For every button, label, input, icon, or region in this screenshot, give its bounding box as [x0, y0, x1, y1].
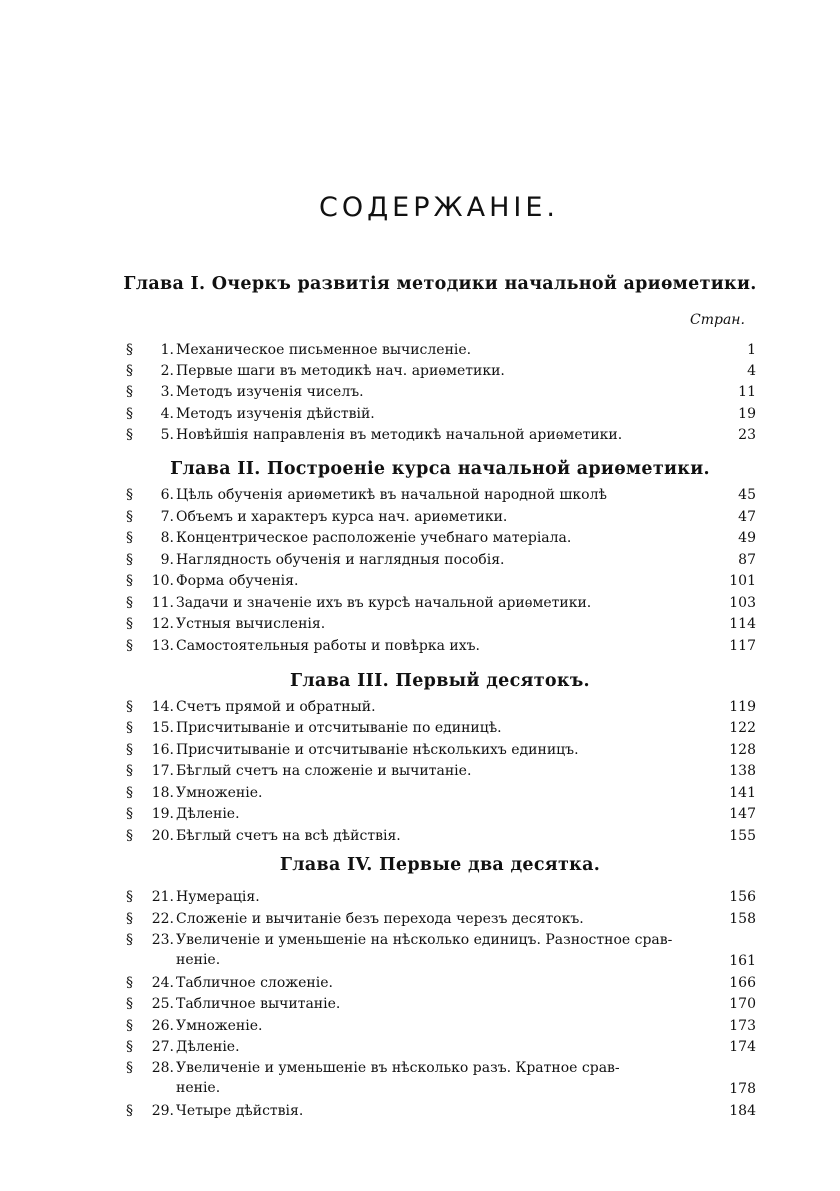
entry-title-continued: неніе.: [176, 952, 221, 968]
section-marker: [126, 614, 174, 634]
entry-title: Методъ изученія дѣйствій.: [176, 406, 375, 422]
section-symbol: §: [126, 509, 133, 525]
entry-page-number: 138: [729, 763, 756, 779]
section-number: 11.: [151, 595, 174, 611]
section-number: 16.: [151, 742, 174, 758]
section-marker: [126, 382, 174, 402]
entry-page-number: 170: [729, 996, 756, 1012]
section-number: 15.: [151, 720, 174, 736]
section-number: 25.: [151, 996, 174, 1012]
section-symbol: §: [126, 595, 133, 611]
entry-title: Дѣленіе.: [176, 1039, 240, 1055]
section-symbol: §: [126, 720, 133, 736]
entry-title: Дѣленіе.: [176, 806, 240, 822]
entry-title: Бѣглый счетъ на сложеніе и вычитаніе.: [176, 763, 472, 779]
section-marker: [126, 930, 174, 950]
entry-title: Нумерація.: [176, 889, 260, 905]
section-number: 18.: [151, 785, 174, 801]
section-symbol: §: [126, 363, 133, 379]
entry-page-number: 128: [729, 742, 756, 758]
section-number: 28.: [151, 1060, 174, 1076]
section-symbol: §: [126, 699, 133, 715]
entry-title: Табличное вычитаніе.: [176, 996, 341, 1012]
entry-page-number: 101: [729, 573, 756, 589]
section-number: 1.: [160, 342, 174, 358]
chapter-heading: Глава I. Очеркъ развитія методики начальной ариѳметики.: [123, 274, 757, 294]
section-symbol: §: [126, 573, 133, 589]
entry-page-number: 155: [729, 828, 756, 844]
entry-title: Умноженіе.: [176, 1018, 263, 1034]
section-symbol: §: [126, 975, 133, 991]
section-marker: [126, 528, 174, 548]
section-marker: [126, 425, 174, 445]
entry-page-number: 141: [729, 785, 756, 801]
section-symbol: §: [126, 785, 133, 801]
section-number: 23.: [151, 932, 174, 948]
section-symbol: §: [126, 806, 133, 822]
section-marker: [126, 507, 174, 527]
entry-page-number: 19: [738, 406, 756, 422]
section-symbol: §: [126, 487, 133, 503]
section-marker: [126, 485, 174, 505]
section-number: 8.: [160, 530, 174, 546]
entry-title: Объемъ и характеръ курса нач. ариѳметики.: [176, 509, 508, 525]
entry-title: Табличное сложеніе.: [176, 975, 333, 991]
section-number: 5.: [160, 427, 174, 443]
entry-title: Задачи и значеніе ихъ въ курсѣ начальной ариѳметики.: [176, 595, 592, 611]
section-symbol: §: [126, 616, 133, 632]
page-column-label: Стран.: [690, 312, 745, 328]
entry-title: Увеличеніе и уменьшеніе на нѣсколько единицъ. Разностное срав-: [176, 932, 673, 948]
section-number: 29.: [151, 1103, 174, 1119]
entry-page-number: 119: [729, 699, 756, 715]
entry-title: Концентрическое расположеніе учебнаго матеріала.: [176, 530, 572, 546]
section-number: 12.: [151, 616, 174, 632]
section-symbol: §: [126, 427, 133, 443]
section-marker: [126, 636, 174, 656]
section-number: 21.: [151, 889, 174, 905]
chapter-heading: Глава III. Первый десятокъ.: [290, 671, 590, 691]
entry-title: Умноженіе.: [176, 785, 263, 801]
section-symbol: §: [126, 932, 133, 948]
section-marker: [126, 994, 174, 1014]
section-marker: [126, 361, 174, 381]
entry-page-number: 49: [738, 530, 756, 546]
entry-page-number: 173: [729, 1018, 756, 1034]
entry-title: Счетъ прямой и обратный.: [176, 699, 376, 715]
section-number: 19.: [151, 806, 174, 822]
section-symbol: §: [126, 638, 133, 654]
entry-page-number: 87: [738, 552, 756, 568]
section-symbol: §: [126, 342, 133, 358]
section-number: 24.: [151, 975, 174, 991]
entry-page-number: 114: [729, 616, 756, 632]
section-number: 13.: [151, 638, 174, 654]
entry-title: Присчитываніе и отсчитываніе по единицѣ.: [176, 720, 502, 736]
section-marker: [126, 740, 174, 760]
entry-page-number: 178: [729, 1081, 756, 1097]
section-marker: [126, 973, 174, 993]
section-marker: [126, 761, 174, 781]
section-marker: [126, 340, 174, 360]
section-marker: [126, 1058, 174, 1078]
section-marker: [126, 909, 174, 929]
section-symbol: §: [126, 742, 133, 758]
section-marker: [126, 571, 174, 591]
entry-page-number: 166: [729, 975, 756, 991]
section-number: 20.: [151, 828, 174, 844]
chapter-heading: Глава II. Построеніе курса начальной ариѳметики.: [170, 459, 710, 479]
entry-title: Четыре дѣйствія.: [176, 1103, 304, 1119]
section-number: 22.: [151, 911, 174, 927]
entry-title: Первые шаги въ методикѣ нач. ариѳметики.: [176, 363, 505, 379]
section-marker: [126, 593, 174, 613]
section-marker: [126, 718, 174, 738]
entry-page-number: 4: [747, 363, 756, 379]
section-marker: [126, 804, 174, 824]
section-symbol: §: [126, 996, 133, 1012]
section-symbol: §: [126, 1039, 133, 1055]
entry-page-number: 147: [729, 806, 756, 822]
entry-title: Присчитываніе и отсчитываніе нѣсколькихъ единицъ.: [176, 742, 579, 758]
page-title: СОДЕРЖАНІЕ.: [318, 192, 559, 223]
entry-title: Цѣль обученія ариѳметикѣ въ начальной народной школѣ: [176, 487, 607, 503]
entry-title: Методъ изученія чиселъ.: [176, 384, 364, 400]
section-number: 7.: [160, 509, 174, 525]
section-number: 14.: [151, 699, 174, 715]
entry-page-number: 156: [729, 889, 756, 905]
section-marker: [126, 1101, 174, 1121]
entry-page-number: 1: [747, 342, 756, 358]
section-marker: [126, 550, 174, 570]
section-number: 4.: [160, 406, 174, 422]
entry-page-number: 161: [729, 953, 756, 969]
entry-page-number: 11: [738, 384, 756, 400]
section-symbol: §: [126, 889, 133, 905]
entry-title: Устныя вычисленія.: [176, 616, 326, 632]
entry-page-number: 174: [729, 1039, 756, 1055]
section-marker: [126, 887, 174, 907]
section-symbol: §: [126, 1060, 133, 1076]
section-number: 26.: [151, 1018, 174, 1034]
section-number: 2.: [160, 363, 174, 379]
chapter-heading: Глава IV. Первые два десятка.: [279, 855, 601, 875]
entry-title: Механическое письменное вычисленіе.: [176, 342, 472, 358]
entry-title: Наглядность обученія и наглядныя пособія.: [176, 552, 505, 568]
section-symbol: §: [126, 552, 133, 568]
entry-page-number: 47: [738, 509, 756, 525]
entry-title: Форма обученія.: [176, 573, 299, 589]
entry-page-number: 45: [738, 487, 756, 503]
entry-page-number: 23: [738, 427, 756, 443]
entry-page-number: 158: [729, 911, 756, 927]
section-marker: [126, 826, 174, 846]
section-number: 3.: [160, 384, 174, 400]
section-marker: [126, 1016, 174, 1036]
entry-page-number: 122: [729, 720, 756, 736]
section-symbol: §: [126, 406, 133, 422]
section-number: 9.: [160, 552, 174, 568]
section-symbol: §: [126, 530, 133, 546]
entry-title-continued: неніе.: [176, 1080, 221, 1096]
section-marker: [126, 1037, 174, 1057]
entry-page-number: 117: [729, 638, 756, 654]
entry-title: Самостоятельныя работы и повѣрка ихъ.: [176, 638, 480, 654]
section-symbol: §: [126, 763, 133, 779]
entry-page-number: 184: [729, 1103, 756, 1119]
section-number: 6.: [160, 487, 174, 503]
section-number: 27.: [151, 1039, 174, 1055]
entry-page-number: 103: [729, 595, 756, 611]
section-number: 17.: [151, 763, 174, 779]
section-symbol: §: [126, 384, 133, 400]
section-marker: [126, 697, 174, 717]
section-marker: [126, 404, 174, 424]
section-symbol: §: [126, 828, 133, 844]
section-marker: [126, 783, 174, 803]
entry-title: Сложеніе и вычитаніе безъ перехода черезъ десятокъ.: [176, 911, 584, 927]
section-symbol: §: [126, 1103, 133, 1119]
entry-title: Увеличеніе и уменьшеніе въ нѣсколько разъ. Кратное срав-: [176, 1060, 620, 1076]
entry-title: Новѣйшія направленія въ методикѣ начальной ариѳметики.: [176, 427, 623, 443]
section-symbol: §: [126, 911, 133, 927]
entry-title: Бѣглый счетъ на всѣ дѣйствія.: [176, 828, 401, 844]
section-symbol: §: [126, 1018, 133, 1034]
section-number: 10.: [151, 573, 174, 589]
